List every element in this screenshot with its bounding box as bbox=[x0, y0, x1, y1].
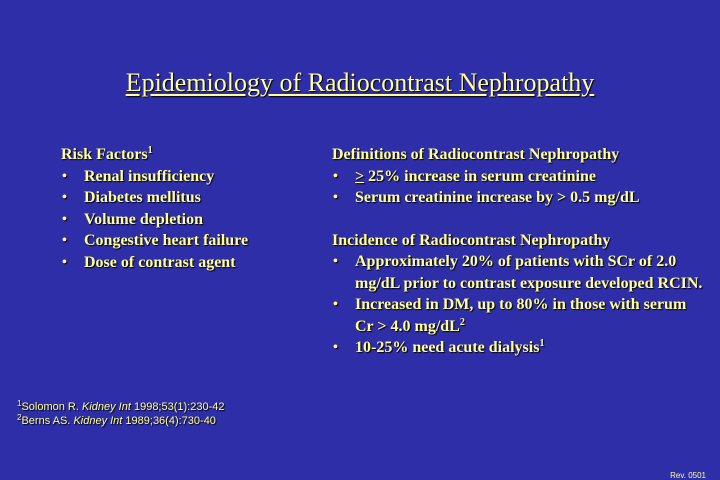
reference-number: 2 bbox=[17, 413, 22, 422]
reference-authors: Berns AS. bbox=[21, 415, 74, 427]
incidence-list bbox=[332, 251, 707, 359]
list-item-text: Serum creatinine increase by > 0.5 mg/dL bbox=[355, 189, 640, 206]
reference-item bbox=[17, 414, 224, 428]
list-item bbox=[332, 166, 707, 188]
incidence-section bbox=[332, 230, 707, 359]
list-item bbox=[332, 251, 707, 294]
bullet-icon: • bbox=[333, 254, 338, 269]
reference-authors: Solomon R. bbox=[21, 401, 82, 413]
definitions-section bbox=[332, 144, 707, 209]
definitions-heading: Definitions of Radiocontrast Nephropathy bbox=[332, 146, 620, 163]
list-item-text: 25% increase in serum creatinine bbox=[364, 167, 596, 185]
reference-item bbox=[17, 400, 224, 414]
list-item-text: Congestive heart failure bbox=[84, 232, 249, 249]
bullet-icon: • bbox=[333, 340, 338, 355]
list-item bbox=[332, 337, 707, 359]
list-item bbox=[61, 209, 306, 231]
risk-factors-list bbox=[61, 166, 306, 274]
reference-journal: Kidney Int bbox=[81, 401, 131, 413]
list-item-text: Renal insufficiency bbox=[84, 167, 215, 185]
reference-number: 1 bbox=[17, 399, 22, 408]
list-item-text: Diabetes mellitus bbox=[84, 189, 201, 206]
bullet-icon: • bbox=[62, 254, 67, 270]
bullet-icon: • bbox=[62, 233, 67, 248]
right-column bbox=[332, 144, 707, 359]
list-item bbox=[61, 187, 306, 209]
slide-title: Epidemiology of Radiocontrast Nephropathy bbox=[125, 68, 595, 97]
list-item-text: Volume depletion bbox=[84, 210, 203, 228]
bullet-icon: • bbox=[62, 211, 67, 227]
risk-factors-footnote-ref: 1 bbox=[147, 145, 153, 156]
risk-factors-heading-text: Risk Factors bbox=[61, 146, 148, 163]
revision-label: Rev. 0501 bbox=[670, 471, 706, 480]
reference-citation: 1998;53(1):230-42 bbox=[130, 401, 225, 413]
bullet-icon: • bbox=[62, 190, 67, 205]
risk-factors-section bbox=[61, 144, 306, 273]
list-item bbox=[332, 187, 707, 209]
bullet-icon: • bbox=[333, 168, 338, 184]
references bbox=[17, 400, 224, 428]
list-item-text: Dose of contrast agent bbox=[84, 253, 236, 271]
greater-equal-symbol: > bbox=[355, 167, 365, 185]
list-item bbox=[61, 166, 306, 188]
bullet-icon: • bbox=[333, 297, 338, 312]
footnote-ref: 1 bbox=[539, 338, 545, 349]
list-item bbox=[61, 252, 306, 274]
reference-citation: 1989;36(4):730-40 bbox=[122, 415, 216, 427]
list-item bbox=[332, 294, 707, 337]
list-item-text: Increased in DM, up to 80% in those with serum Cr > 4.0 mg/dL bbox=[355, 296, 687, 335]
incidence-heading: Incidence of Radiocontrast Nephropathy bbox=[332, 231, 611, 249]
bullet-icon: • bbox=[333, 190, 338, 205]
bullet-icon: • bbox=[62, 168, 67, 184]
definitions-list bbox=[332, 166, 707, 209]
list-item-text: Approximately 20% of patients with SCr of 2.0 mg/dL prior to contrast exposure developed RCIN. bbox=[355, 253, 703, 292]
list-item-text: 10-25% need acute dialysis bbox=[355, 339, 540, 356]
list-item bbox=[61, 230, 306, 252]
reference-journal: Kidney Int bbox=[73, 415, 123, 427]
risk-factors-heading bbox=[61, 144, 306, 166]
footnote-ref: 2 bbox=[459, 316, 465, 328]
